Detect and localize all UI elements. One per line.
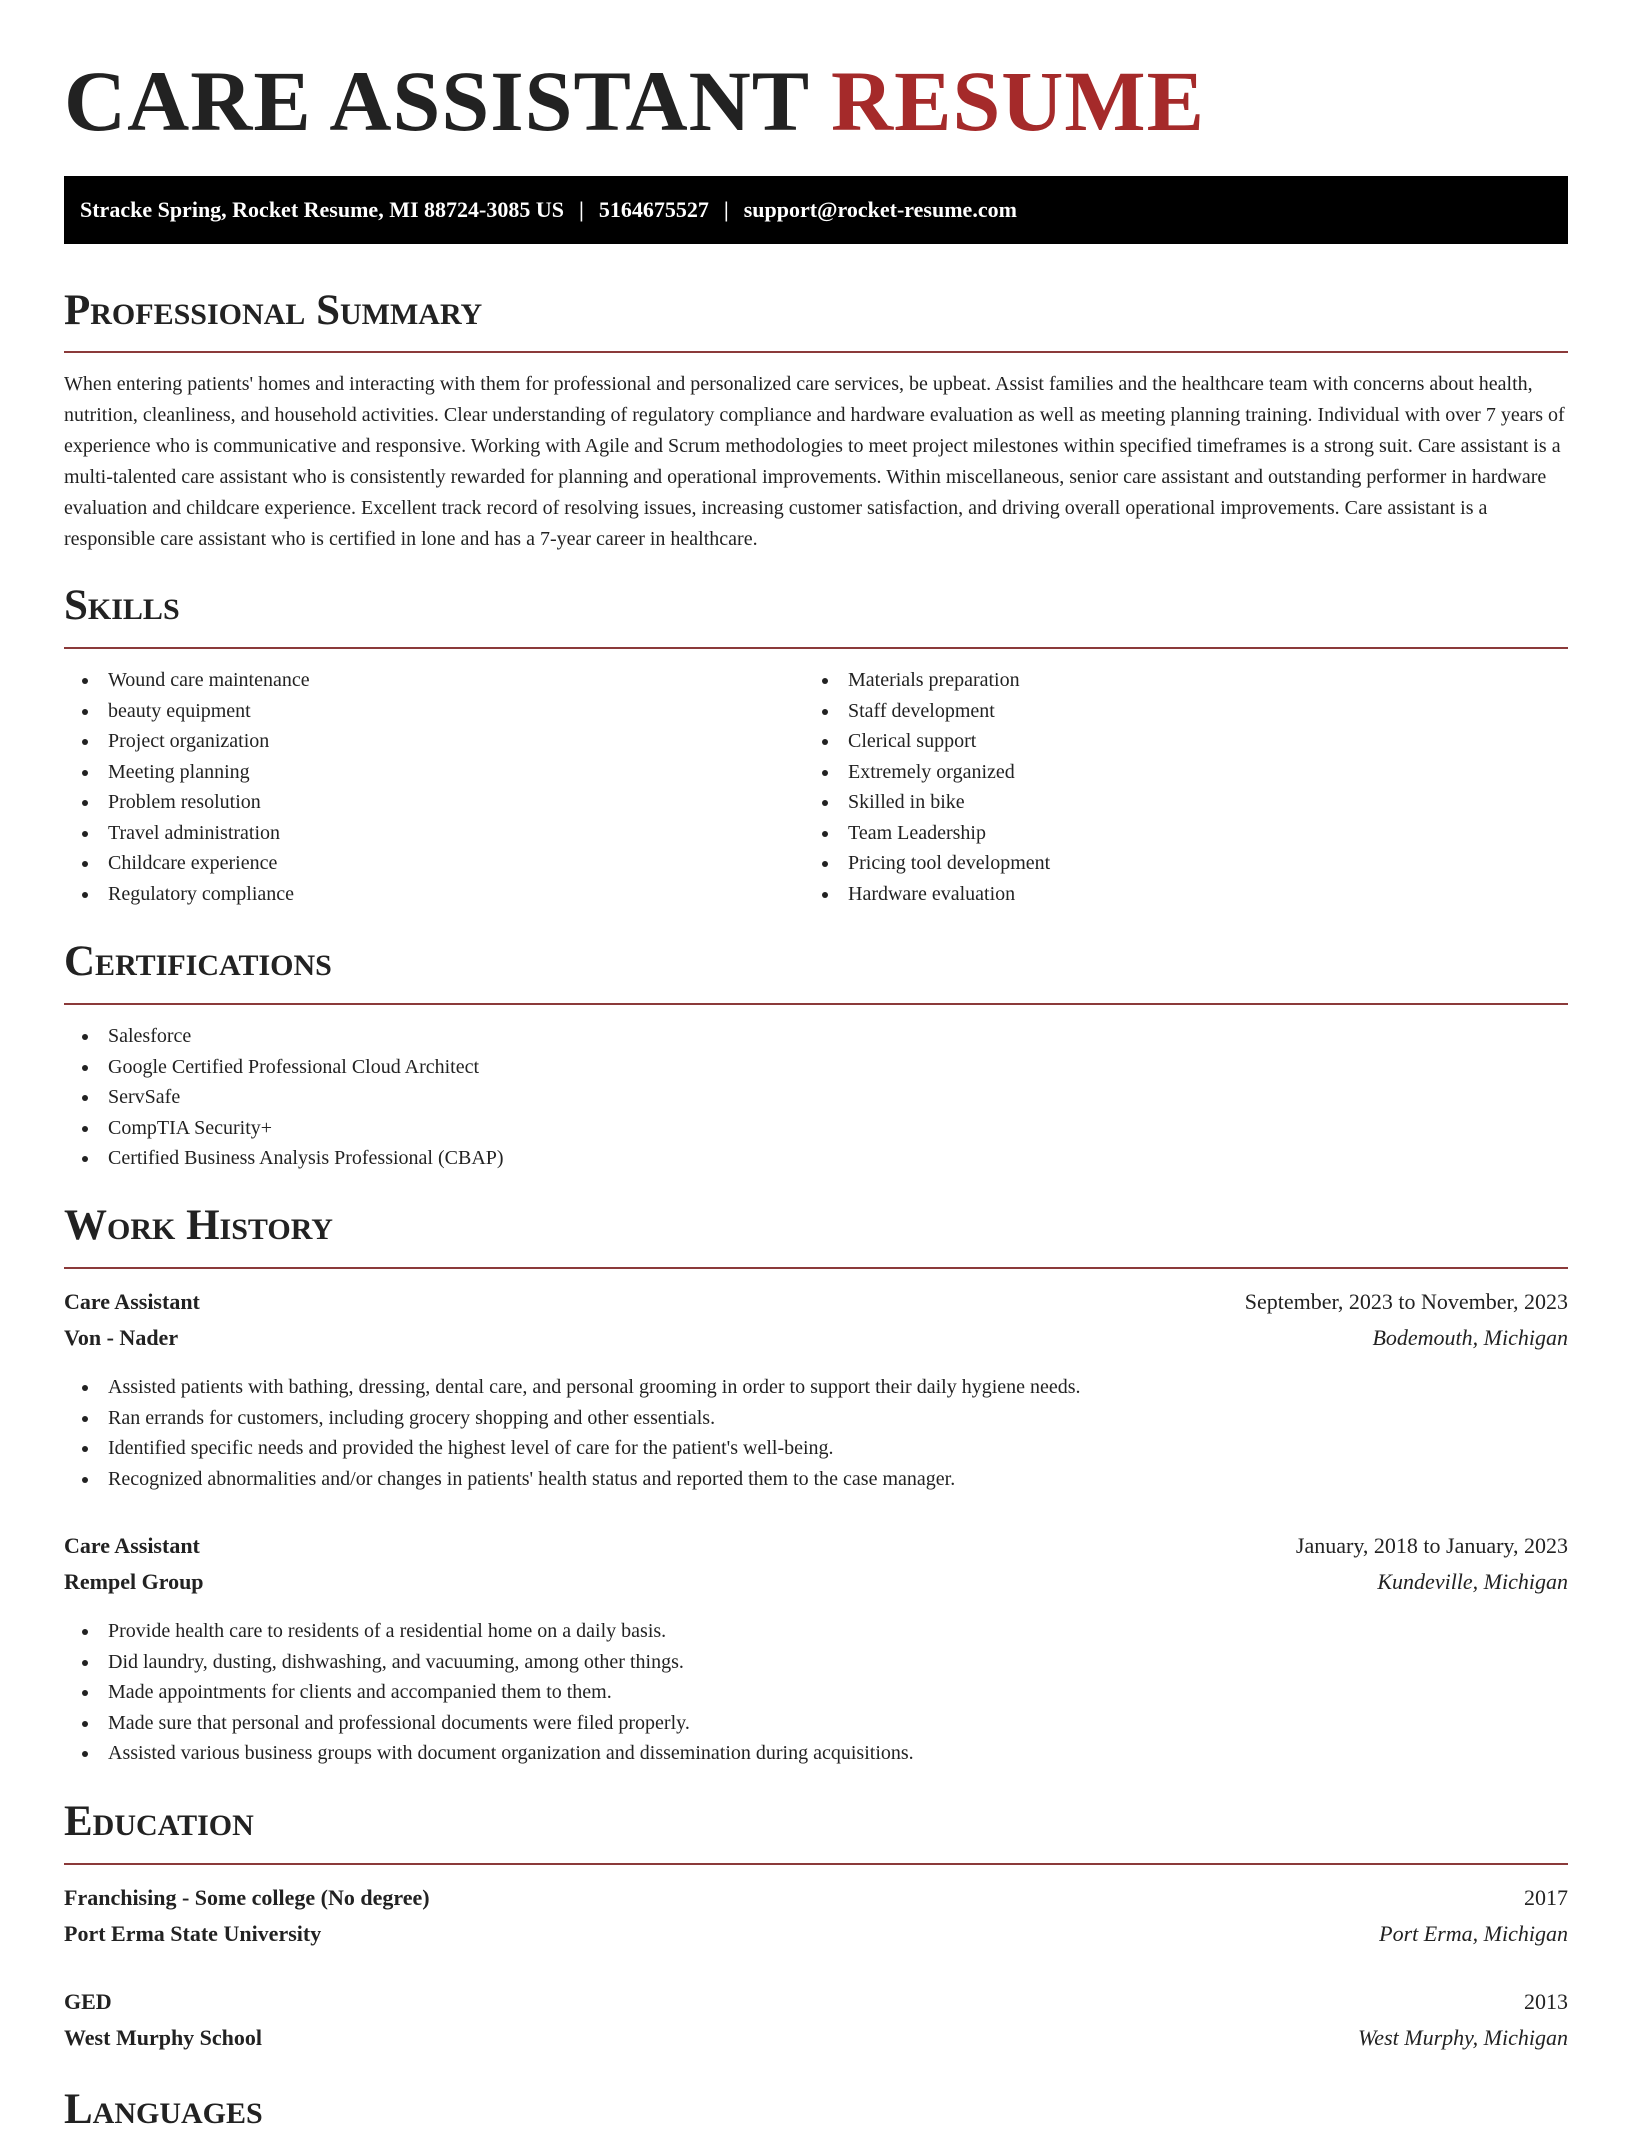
section-divider bbox=[64, 351, 1568, 353]
job-header bbox=[64, 1289, 1568, 1315]
job-dates: September, 2023 to November, 2023 bbox=[1244, 1289, 1568, 1314]
certifications-list bbox=[64, 1021, 504, 1174]
contact-address: Stracke Spring, Rocket Resume, MI 88724-3085 US bbox=[80, 197, 564, 222]
skills-list-right bbox=[804, 665, 1050, 909]
education-school: Port Erma State University bbox=[64, 1921, 322, 1946]
skill-item: Meeting planning bbox=[64, 757, 310, 788]
job-bullet: Assisted various business groups with document organization and dissemination during acquisitions. bbox=[64, 1738, 914, 1769]
skill-item: Regulatory compliance bbox=[64, 879, 310, 910]
job-bullet: Assisted patients with bathing, dressing, dental care, and personal grooming in order to support their daily hygiene needs. bbox=[64, 1372, 1081, 1403]
education-heading: Education bbox=[64, 1798, 254, 1845]
section-divider bbox=[64, 647, 1568, 649]
contact-separator: | bbox=[578, 197, 584, 222]
job-bullets bbox=[64, 1372, 1081, 1494]
contact-separator: | bbox=[723, 197, 729, 222]
job-location: Kundeville, Michigan bbox=[1377, 1569, 1568, 1594]
contact-email: support@rocket-resume.com bbox=[743, 197, 1017, 222]
section-divider bbox=[64, 1267, 1568, 1269]
certification-item: Salesforce bbox=[64, 1021, 504, 1052]
education-subheader bbox=[64, 1921, 1568, 1947]
job-subheader bbox=[64, 1325, 1568, 1351]
contact-phone: 5164675527 bbox=[598, 197, 709, 222]
certification-item: ServSafe bbox=[64, 1082, 504, 1113]
education-year: 2013 bbox=[1524, 1989, 1568, 2014]
skill-item: Team Leadership bbox=[804, 818, 1050, 849]
summary-text: When entering patients' homes and interacting with them for professional and personalized care services, be upbeat. Assist families and the healthcare team with concerns about health, nutrition, cleanliness, and household activities. Clear understanding of regulatory compliance and hardware evaluation as well as meeting planning training. Individual with over 7 years of experience who is communicative and responsive. Working with Agile and Scrum methodologies to meet project milestones within specified timeframes is a strong suit. Care assistant is a multi-talented care assistant who is consistently rewarded for planning and operational improvements. Within miscellaneous, senior care assistant and outstanding performer in hardware evaluation and childcare experience. Excellent track record of resolving issues, increasing customer satisfaction, and driving overall operational improvements. Care assistant is a responsible care assistant who is certified in lone and has a 7-year career in healthcare. bbox=[64, 373, 1565, 550]
education-year: 2017 bbox=[1524, 1885, 1568, 1910]
skills-heading: Skills bbox=[64, 582, 180, 629]
education-school: West Murphy School bbox=[64, 2025, 263, 2050]
contact-bar bbox=[64, 176, 1568, 244]
job-bullet: Made sure that personal and professional documents were filed properly. bbox=[64, 1708, 914, 1739]
education-degree: GED bbox=[64, 1989, 112, 2014]
skill-item: Skilled in bike bbox=[804, 787, 1050, 818]
job-bullet: Made appointments for clients and accompanied them to them. bbox=[64, 1677, 914, 1708]
education-location: Port Erma, Michigan bbox=[1379, 1921, 1568, 1946]
job-bullet: Provide health care to residents of a residential home on a daily basis. bbox=[64, 1616, 914, 1647]
job-bullet: Identified specific needs and provided the highest level of care for the patient's well-being. bbox=[64, 1433, 1081, 1464]
job-bullet: Did laundry, dusting, dishwashing, and vacuuming, among other things. bbox=[64, 1647, 914, 1678]
job-header bbox=[64, 1533, 1568, 1559]
section-divider bbox=[64, 1863, 1568, 1865]
languages-heading: Languages bbox=[64, 2086, 263, 2133]
education-location: West Murphy, Michigan bbox=[1358, 2025, 1568, 2050]
skill-item: Travel administration bbox=[64, 818, 310, 849]
education-header bbox=[64, 1885, 1568, 1911]
skill-item: Childcare experience bbox=[64, 848, 310, 879]
job-company: Rempel Group bbox=[64, 1569, 204, 1594]
skills-list-left bbox=[64, 665, 310, 909]
skill-item: Pricing tool development bbox=[804, 848, 1050, 879]
section-divider bbox=[64, 1003, 1568, 1005]
job-subheader bbox=[64, 1569, 1568, 1595]
certification-item: CompTIA Security+ bbox=[64, 1113, 504, 1144]
job-bullet: Recognized abnormalities and/or changes in patients' health status and reported them to the case manager. bbox=[64, 1464, 1081, 1495]
education-degree: Franchising - Some college (No degree) bbox=[64, 1885, 430, 1910]
job-location: Bodemouth, Michigan bbox=[1372, 1325, 1568, 1350]
skill-item: Clerical support bbox=[804, 726, 1050, 757]
skill-item: Hardware evaluation bbox=[804, 879, 1050, 910]
skill-item: Wound care maintenance bbox=[64, 665, 310, 696]
job-company: Von - Nader bbox=[64, 1325, 179, 1350]
title-main: CARE ASSISTANT bbox=[64, 53, 809, 149]
resume-title bbox=[64, 50, 1205, 153]
job-title: Care Assistant bbox=[64, 1289, 200, 1314]
work-history-heading: Work History bbox=[64, 1202, 333, 1249]
job-bullets bbox=[64, 1616, 914, 1769]
certification-item: Google Certified Professional Cloud Architect bbox=[64, 1052, 504, 1083]
education-subheader bbox=[64, 2025, 1568, 2051]
job-bullet: Ran errands for customers, including grocery shopping and other essentials. bbox=[64, 1403, 1081, 1434]
skill-item: Project organization bbox=[64, 726, 310, 757]
job-dates: January, 2018 to January, 2023 bbox=[1295, 1533, 1568, 1558]
skill-item: Staff development bbox=[804, 696, 1050, 727]
education-header bbox=[64, 1989, 1568, 2015]
skill-item: Problem resolution bbox=[64, 787, 310, 818]
certifications-heading: Certifications bbox=[64, 938, 332, 985]
skill-item: beauty equipment bbox=[64, 696, 310, 727]
skill-item: Extremely organized bbox=[804, 757, 1050, 788]
summary-heading: Professional Summary bbox=[64, 287, 483, 334]
skill-item: Materials preparation bbox=[804, 665, 1050, 696]
job-title: Care Assistant bbox=[64, 1533, 200, 1558]
title-accent: RESUME bbox=[831, 53, 1205, 149]
certification-item: Certified Business Analysis Professional (CBAP) bbox=[64, 1143, 504, 1174]
